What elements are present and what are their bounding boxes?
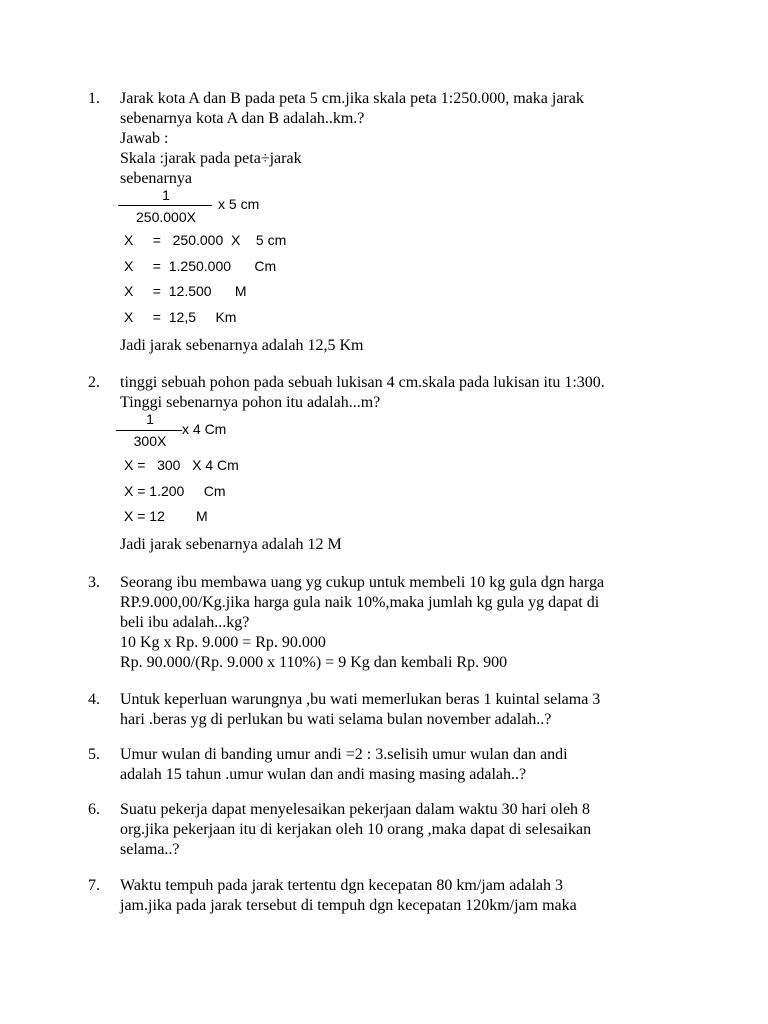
text-line: Tinggi sebenarnya pohon itu adalah...m? bbox=[120, 394, 381, 411]
fraction-denominator: 250.000X bbox=[136, 209, 196, 225]
calculation-row: X = 12,5 Km bbox=[124, 309, 237, 325]
fraction-multiplier: x 4 Cm bbox=[182, 421, 227, 437]
fraction-bar bbox=[118, 205, 212, 206]
text-line: RP.9.000,00/Kg.jika harga gula naik 10%,maka jumlah kg gula yg dapat di bbox=[120, 594, 600, 611]
text-line: Jawab : bbox=[120, 130, 169, 147]
text-line: selama..? bbox=[120, 841, 180, 858]
text-line: jam.jika pada jarak tersebut di tempuh dgn kecepatan 120km/jam maka bbox=[120, 897, 577, 914]
calculation-row: X = 12.500 M bbox=[124, 283, 247, 299]
question-text bbox=[120, 800, 680, 860]
text-line: hari .beras yg di perlukan bu wati selama bulan november adalah..? bbox=[120, 711, 552, 728]
text-line: Skala :jarak pada peta÷jarak bbox=[120, 150, 302, 167]
question-number: 2. bbox=[88, 374, 100, 391]
question-text bbox=[120, 89, 680, 189]
fraction-numerator: 1 bbox=[162, 187, 170, 203]
text-line: Seorang ibu membawa uang yg cukup untuk membeli 10 kg gula dgn harga bbox=[120, 574, 605, 591]
fraction-multiplier: x 5 cm bbox=[218, 196, 260, 212]
calculation-row: X = 250.000 X 5 cm bbox=[124, 232, 287, 248]
text-line: tinggi sebuah pohon pada sebuah lukisan 4 cm.skala pada lukisan itu 1:300. bbox=[120, 374, 605, 391]
text-line: sebenarnya kota A dan B adalah..km.? bbox=[120, 110, 365, 127]
question-number: 6. bbox=[88, 801, 100, 818]
answer-line: Jadi jarak sebenarnya adalah 12 M bbox=[120, 536, 342, 553]
question-number: 5. bbox=[88, 746, 100, 763]
fraction-denominator: 300X bbox=[133, 433, 167, 449]
calculation-row: X = 1.200 Cm bbox=[124, 483, 226, 499]
text-line: org.jika pekerjaan itu di kerjakan oleh 10 orang ,maka dapat di selesaikan bbox=[120, 821, 592, 838]
text-line: 10 Kg x Rp. 9.000 = Rp. 90.000 bbox=[120, 634, 326, 651]
question-text bbox=[120, 373, 680, 413]
text-line: adalah 15 tahun .umur wulan dan andi masing masing adalah..? bbox=[120, 766, 527, 783]
question-number: 7. bbox=[88, 877, 100, 894]
text-line: Suatu pekerja dapat menyelesaikan pekerjaan dalam waktu 30 hari oleh 8 bbox=[120, 801, 591, 818]
question-text bbox=[120, 745, 680, 785]
calculation-row: X = 12 M bbox=[124, 508, 208, 524]
question-number: 1. bbox=[88, 90, 100, 107]
calculation-row: X = 300 X 4 Cm bbox=[124, 457, 239, 473]
text-line: Umur wulan di banding umur andi =2 : 3.selisih umur wulan dan andi bbox=[120, 746, 568, 763]
answer-line: Jadi jarak sebenarnya adalah 12,5 Km bbox=[120, 337, 364, 354]
text-line: beli ibu adalah...kg? bbox=[120, 614, 250, 631]
text-line: Waktu tempuh pada jarak tertentu dgn kecepatan 80 km/jam adalah 3 bbox=[120, 877, 563, 894]
calculation-row: X = 1.250.000 Cm bbox=[124, 258, 277, 274]
fraction-bar bbox=[116, 430, 182, 431]
question-text bbox=[120, 573, 680, 673]
question-number: 3. bbox=[88, 574, 100, 591]
question-text bbox=[120, 690, 680, 730]
text-line: Rp. 90.000/(Rp. 9.000 x 110%) = 9 Kg dan kembali Rp. 900 bbox=[120, 654, 508, 671]
text-line: Untuk keperluan warungnya ,bu wati memerlukan beras 1 kuintal selama 3 bbox=[120, 691, 601, 708]
text-line: Jarak kota A dan B pada peta 5 cm.jika skala peta 1:250.000, maka jarak bbox=[120, 90, 584, 107]
text-line: sebenarnya bbox=[120, 170, 192, 187]
question-number: 4. bbox=[88, 691, 100, 708]
fraction-numerator: 1 bbox=[146, 411, 154, 427]
question-text bbox=[120, 876, 680, 916]
